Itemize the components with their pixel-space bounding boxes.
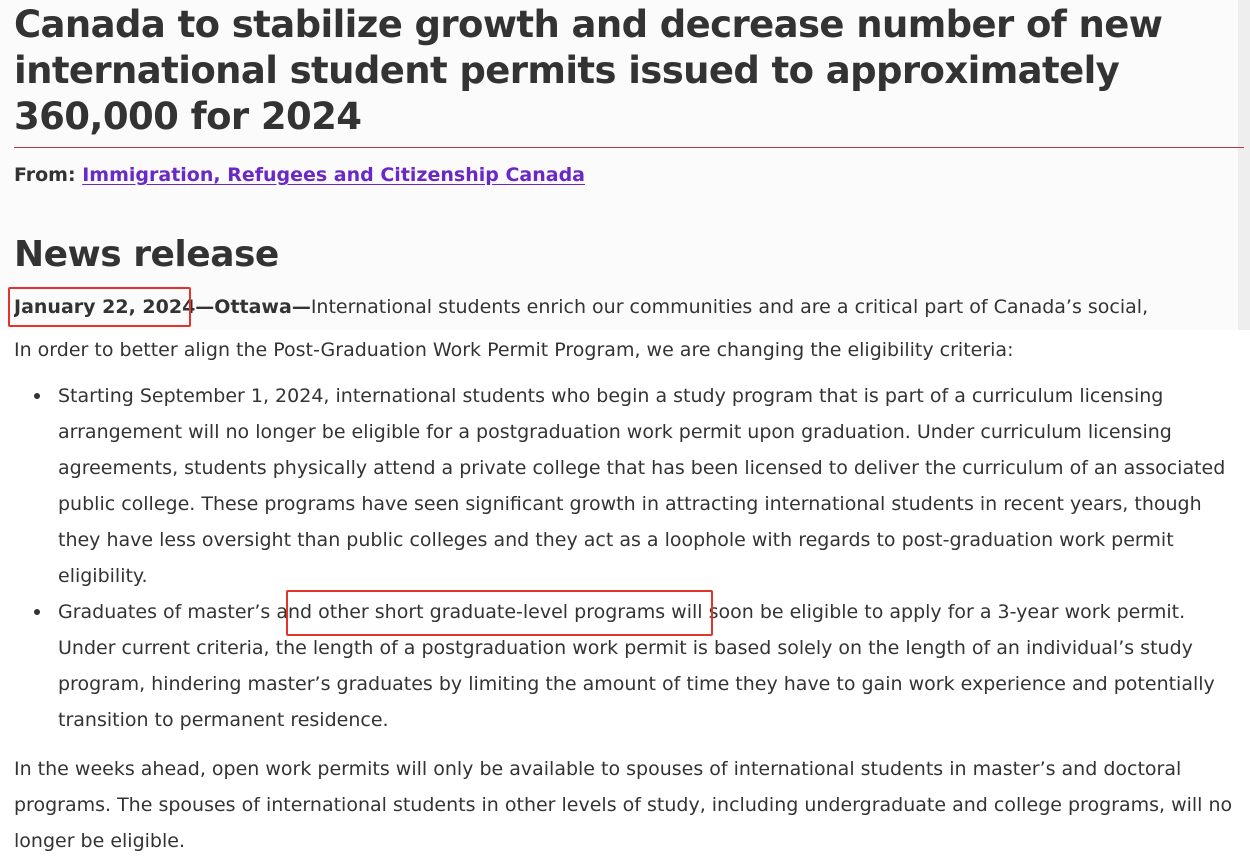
department-link[interactable]: Immigration, Refugees and Citizenship Canada xyxy=(82,164,585,186)
title-divider xyxy=(14,147,1244,148)
release-date: January 22, 2024 xyxy=(14,296,196,318)
from-line xyxy=(14,162,585,188)
list-item xyxy=(0,594,1240,738)
closing-paragraph: In the weeks ahead, open work permits will only be available to spouses of international students in master’s and doctoral programs. The spouses of international students in other levels of study, including undergraduate and college programs, will no longer be eligible. xyxy=(14,758,1233,852)
bullet-icon xyxy=(34,609,40,615)
scrollbar-track xyxy=(1238,0,1250,330)
from-label: From: xyxy=(14,164,76,186)
dateline-location: Ottawa xyxy=(214,296,292,318)
dateline-dash: — xyxy=(195,296,215,318)
highlighted-phrase: and other short graduate-level programs xyxy=(276,601,666,623)
dateline-dash: — xyxy=(291,296,311,318)
lead-paragraph xyxy=(14,294,1244,320)
section-heading: News release xyxy=(14,234,279,275)
pgwp-intro: In order to better align the Post-Graduation Work Permit Program, we are changing the eligibility criteria: xyxy=(14,339,1014,361)
list-item-text: Starting September 1, 2024, international students who begin a study program that is part of a curriculum licensing arrangement will no longer be eligible for a postgraduation work permit upon graduation. Under curriculum licensing agreements, students physically attend a private college that has been licensed to deliver the curriculum of an associated public college. These programs have seen significant growth in attracting international students in recent years, though they have less oversight than public colleges and they act as a loophole with regards to post-graduation work permit eligibility. xyxy=(58,385,1226,587)
page-title: Canada to stabilize growth and decrease number of new international student permits issued to approximately 360,000 for 2024 xyxy=(14,3,1163,138)
bullet-icon xyxy=(34,393,40,399)
lead-text: International students enrich our communities and are a critical part of Canada’s social, xyxy=(310,296,1149,318)
article-header-region xyxy=(0,0,1250,330)
article-body-region xyxy=(0,330,1250,857)
list-item-suffix: will soon be eligible to apply for a 3-year work permit. Under current criteria, the length of a postgraduation work permit is based solely on the length of an individual’s study program, hindering master’s graduates by limiting the amount of time they have to gain work experience and potentially transition to permanent residence. xyxy=(58,601,1215,731)
list-item-prefix: Graduates of master’s xyxy=(58,601,277,623)
list-item xyxy=(0,378,1240,594)
eligibility-list xyxy=(0,378,1240,738)
